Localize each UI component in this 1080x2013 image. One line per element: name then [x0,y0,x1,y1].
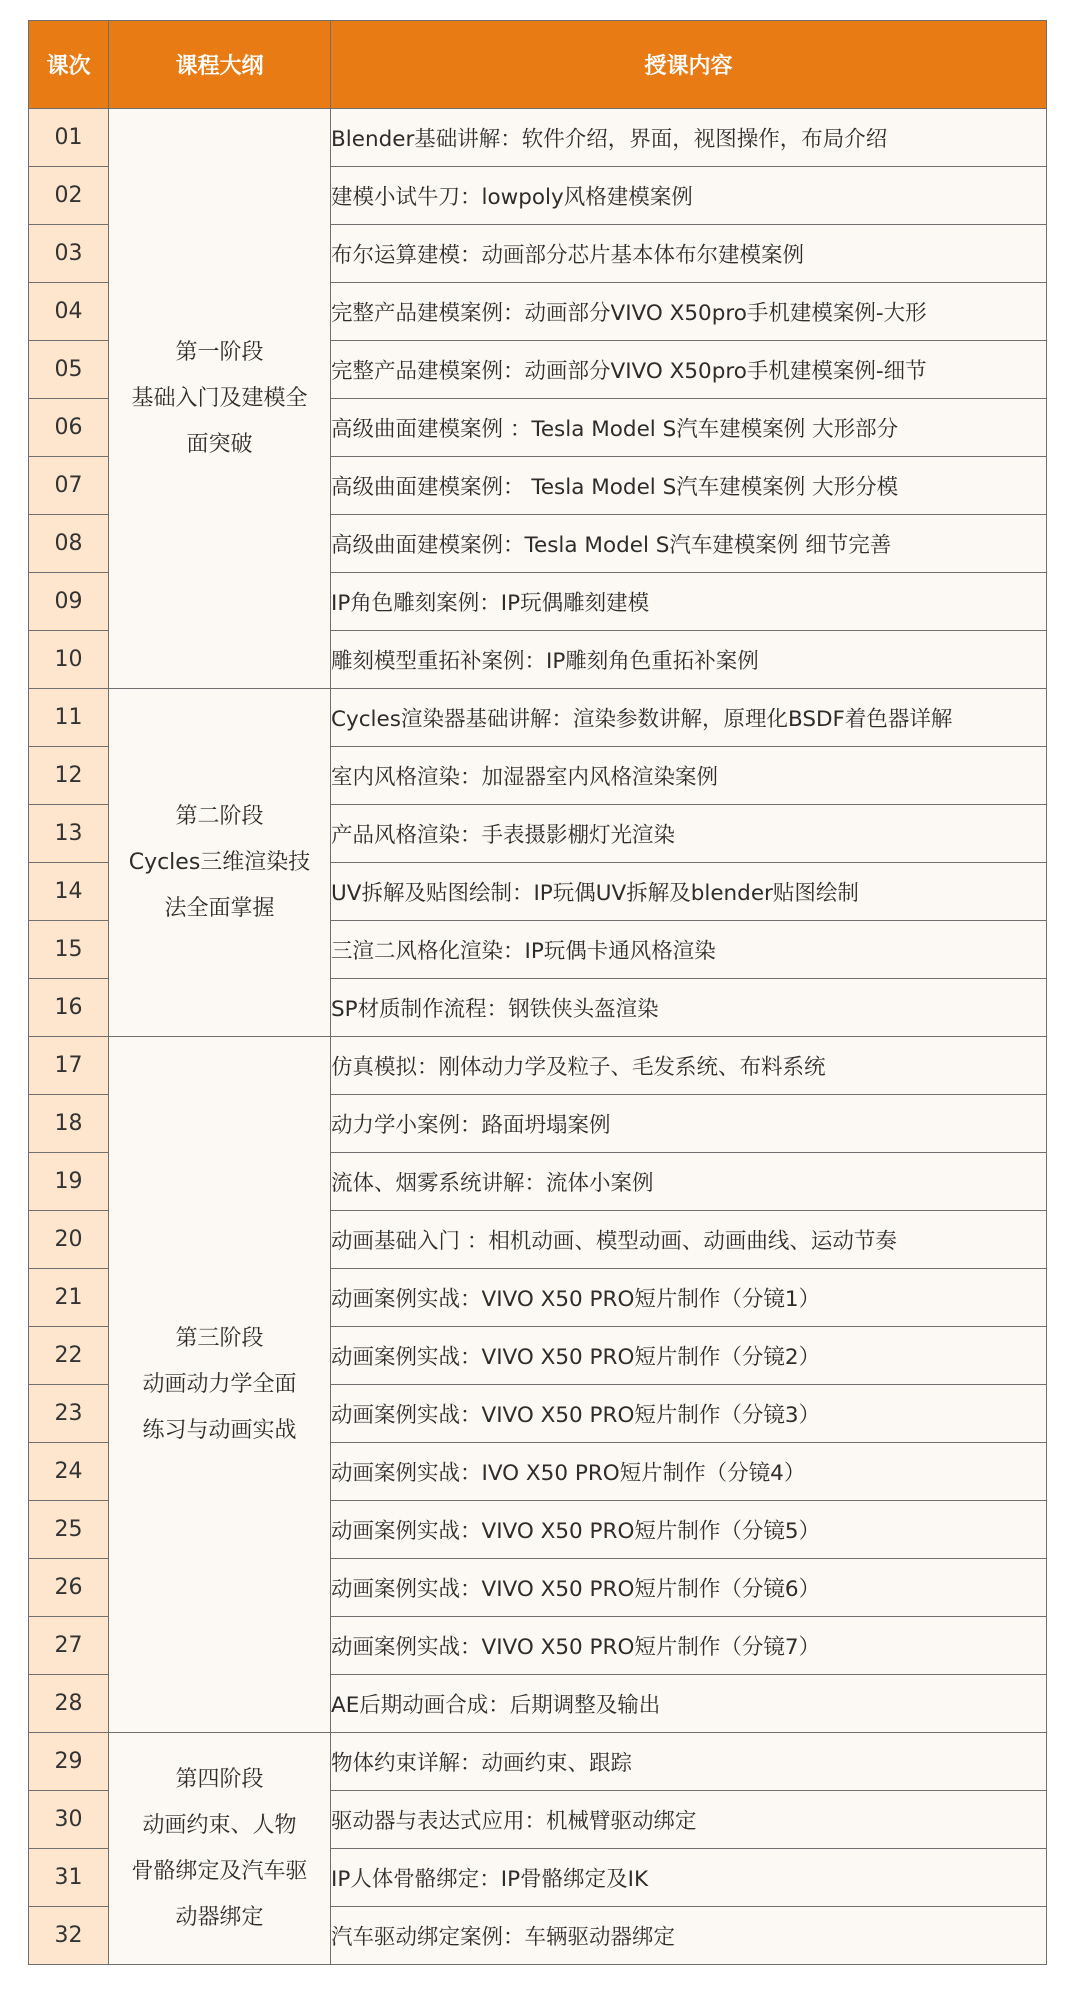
lesson-content: AE后期动画合成：后期调整及输出 [331,1675,1047,1733]
stage-title-line: 第四阶段 [175,1766,264,1792]
lesson-content: UV拆解及贴图绘制：IP玩偶UV拆解及blender贴图绘制 [331,863,1047,921]
lesson-content: 完整产品建模案例：动画部分VIVO X50pro手机建模案例-细节 [331,341,1047,399]
lesson-content: 仿真模拟：刚体动力学及粒子、毛发系统、布料系统 [331,1037,1047,1095]
lesson-content: SP材质制作流程：钢铁侠头盔渲染 [331,979,1047,1037]
lesson-content: 室内风格渲染：加湿器室内风格渲染案例 [331,747,1047,805]
header-course-outline: 课程大纲 [109,21,331,109]
lesson-number: 10 [29,631,109,689]
stage-title-line: 基础入门及建模全 [131,385,308,411]
stage-title-line: 动器绑定 [175,1904,264,1930]
lesson-number: 32 [29,1907,109,1965]
lesson-content: Cycles渲染器基础讲解：渲染参数讲解，原理化BSDF着色器详解 [331,689,1047,747]
header-row [29,21,1047,109]
lesson-number: 04 [29,283,109,341]
lesson-content: IP人体骨骼绑定：IP骨骼绑定及IK [331,1849,1047,1907]
lesson-number: 20 [29,1211,109,1269]
stage-title-line: 第一阶段 [175,339,264,365]
lesson-number: 22 [29,1327,109,1385]
stage-cell [109,1733,331,1965]
lesson-number: 02 [29,167,109,225]
lesson-number: 07 [29,457,109,515]
stage-title-line: 骨骼绑定及汽车驱 [131,1858,308,1884]
stage-title-line: 动画约束、人物 [142,1812,297,1838]
lesson-number: 11 [29,689,109,747]
stage-title-line: 第三阶段 [175,1325,264,1351]
lesson-number: 30 [29,1791,109,1849]
table-row [29,689,1047,747]
lesson-content: 产品风格渲染：手表摄影棚灯光渲染 [331,805,1047,863]
lesson-number: 28 [29,1675,109,1733]
lesson-content: 建模小试牛刀：lowpoly风格建模案例 [331,167,1047,225]
lesson-content: 动画案例实战：VIVO X50 PRO短片制作（分镜2） [331,1327,1047,1385]
lesson-number: 16 [29,979,109,1037]
lesson-number: 13 [29,805,109,863]
table-body [29,109,1047,1965]
lesson-number: 14 [29,863,109,921]
lesson-number: 18 [29,1095,109,1153]
stage-title-line: 练习与动画实战 [142,1417,297,1443]
stage-title-line: 面突破 [186,431,253,457]
lesson-content: 三渲二风格化渲染：IP玩偶卡通风格渲染 [331,921,1047,979]
lesson-content: 动画案例实战：VIVO X50 PRO短片制作（分镜6） [331,1559,1047,1617]
lesson-content: 布尔运算建模：动画部分芯片基本体布尔建模案例 [331,225,1047,283]
header-lesson-number: 课次 [29,21,109,109]
lesson-number: 19 [29,1153,109,1211]
lesson-content: 高级曲面建模案例： Tesla Model S汽车建模案例 大形分模 [331,457,1047,515]
stage-title-line: 第二阶段 [175,803,264,829]
lesson-number: 21 [29,1269,109,1327]
lesson-content: 雕刻模型重拓补案例：IP雕刻角色重拓补案例 [331,631,1047,689]
lesson-content: 汽车驱动绑定案例：车辆驱动器绑定 [331,1907,1047,1965]
stage-title-line: 动画动力学全面 [142,1371,297,1397]
lesson-content: 动画案例实战：IVO X50 PRO短片制作（分镜4） [331,1443,1047,1501]
lesson-number: 05 [29,341,109,399]
lesson-content: 高级曲面建模案例：Tesla Model S汽车建模案例 细节完善 [331,515,1047,573]
lesson-number: 31 [29,1849,109,1907]
lesson-number: 15 [29,921,109,979]
stage-cell [109,109,331,689]
lesson-content: 动画基础入门 ：相机动画、模型动画、动画曲线、运动节奏 [331,1211,1047,1269]
table-row [29,109,1047,167]
header-lesson-content: 授课内容 [331,21,1047,109]
lesson-number: 06 [29,399,109,457]
stage-title-line: Cycles三维渲染技 [128,849,311,875]
lesson-content: 流体、烟雾系统讲解：流体小案例 [331,1153,1047,1211]
stage-cell [109,1037,331,1733]
lesson-number: 03 [29,225,109,283]
lesson-content: IP角色雕刻案例：IP玩偶雕刻建模 [331,573,1047,631]
lesson-number: 27 [29,1617,109,1675]
table-row [29,1037,1047,1095]
lesson-number: 26 [29,1559,109,1617]
lesson-number: 12 [29,747,109,805]
lesson-content: 动画案例实战：VIVO X50 PRO短片制作（分镜7） [331,1617,1047,1675]
lesson-content: 完整产品建模案例：动画部分VIVO X50pro手机建模案例-大形 [331,283,1047,341]
lesson-number: 25 [29,1501,109,1559]
lesson-content: 动画案例实战：VIVO X50 PRO短片制作（分镜3） [331,1385,1047,1443]
lesson-number: 23 [29,1385,109,1443]
lesson-content: Blender基础讲解：软件介绍，界面，视图操作，布局介绍 [331,109,1047,167]
course-syllabus-table [28,20,1047,1965]
lesson-number: 01 [29,109,109,167]
table-row [29,1733,1047,1791]
lesson-number: 08 [29,515,109,573]
lesson-number: 24 [29,1443,109,1501]
stage-cell [109,689,331,1037]
lesson-number: 09 [29,573,109,631]
stage-title-line: 法全面掌握 [164,895,275,921]
lesson-number: 29 [29,1733,109,1791]
lesson-number: 17 [29,1037,109,1095]
lesson-content: 动画案例实战：VIVO X50 PRO短片制作（分镜5） [331,1501,1047,1559]
lesson-content: 高级曲面建模案例 ：Tesla Model S汽车建模案例 大形部分 [331,399,1047,457]
lesson-content: 物体约束详解：动画约束、跟踪 [331,1733,1047,1791]
lesson-content: 驱动器与表达式应用：机械臂驱动绑定 [331,1791,1047,1849]
lesson-content: 动画案例实战：VIVO X50 PRO短片制作（分镜1） [331,1269,1047,1327]
lesson-content: 动力学小案例：路面坍塌案例 [331,1095,1047,1153]
